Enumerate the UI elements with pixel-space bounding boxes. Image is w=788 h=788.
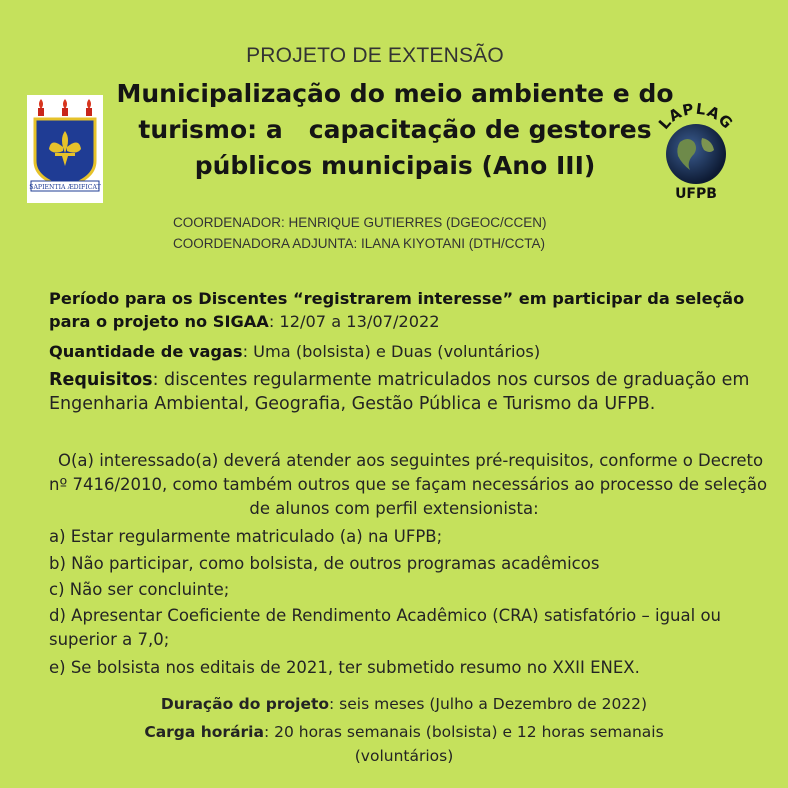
periodo-value: : 12/07 a 13/07/2022 [268, 312, 440, 331]
title-line-2: turismo: a capacitação de gestores [138, 115, 652, 144]
vacancies [49, 340, 779, 363]
globe-icon [666, 124, 726, 184]
req-value-2: Engenharia Ambiental, Geografia, Gestão Pública e Turismo da UFPB. [49, 394, 656, 414]
prereq-item-c: c) Não ser concluinte; [49, 580, 230, 599]
deputy-coordinator: COORDENADORA ADJUNTA: ILANA KIYOTANI (DTH/CCTA) [173, 236, 546, 251]
prereq-item-d-line-2: superior a 7,0; [49, 630, 170, 649]
coordinator: COORDENADOR: HENRIQUE GUTIERRES (DGEOC/CCEN) [173, 215, 547, 230]
requirements [49, 368, 779, 416]
laplag-logo [650, 98, 740, 208]
workload-line-2: (voluntários) [354, 747, 454, 765]
duracao-value: : seis meses (Julho a Dezembro de 2022) [329, 695, 648, 713]
laplag-arc-text: LAPLAG [654, 99, 737, 133]
prereq-item-a: a) Estar regularmente matriculado (a) na UFPB; [49, 527, 443, 546]
req-value-1: : discentes regularmente matriculados nos cursos de graduação em [152, 370, 750, 390]
title-line-1: Municipalização do meio ambiente e do [116, 79, 674, 108]
duracao-label: Duração do projeto [160, 695, 330, 713]
prereq-item-d-line-1: d) Apresentar Coeficiente de Rendimento Acadêmico (CRA) satisfatório – igual ou [49, 606, 721, 625]
prereq-intro-line-3: de alunos com perfil extensionista: [249, 499, 539, 518]
vagas-label: Quantidade de vagas [49, 342, 243, 361]
page-title [95, 76, 695, 184]
workload [10, 720, 788, 744]
crest-motto: SAPIENTIA ÆDIFICAT [29, 184, 101, 191]
prereq-intro-line-1: O(a) interessado(a) deverá atender aos seguintes pré-requisitos, conforme o Decreto [58, 451, 764, 470]
laplag-ufpb-text: UFPB [675, 186, 717, 202]
periodo-label-1: Período para os Discentes “registrarem interesse” em participar da seleção [49, 289, 745, 308]
carga-label: Carga horária [144, 723, 264, 741]
ufpb-crest-logo [27, 95, 103, 203]
prereq-item-e: e) Se bolsista nos editais de 2021, ter submetido resumo no XXII ENEX. [49, 658, 640, 677]
project-duration [0, 692, 788, 716]
prereq-intro-line-2: nº 7416/2010, como também outros que se façam necessários ao processo de seleção [49, 475, 768, 494]
title-line-3: públicos municipais (Ano III) [194, 151, 596, 180]
registration-period [49, 287, 779, 333]
carga-value: : 20 horas semanais (bolsista) e 12 horas semanais [263, 723, 664, 741]
req-label: Requisitos [49, 370, 153, 390]
project-kicker: PROJETO DE EXTENSÃO [246, 44, 504, 67]
vagas-value: : Uma (bolsista) e Duas (voluntários) [242, 342, 541, 361]
prereq-item-d [49, 604, 749, 652]
periodo-label-2: para o projeto no SIGAA [49, 312, 269, 331]
prereq-item-b: b) Não participar, como bolsista, de outros programas acadêmicos [49, 554, 600, 573]
